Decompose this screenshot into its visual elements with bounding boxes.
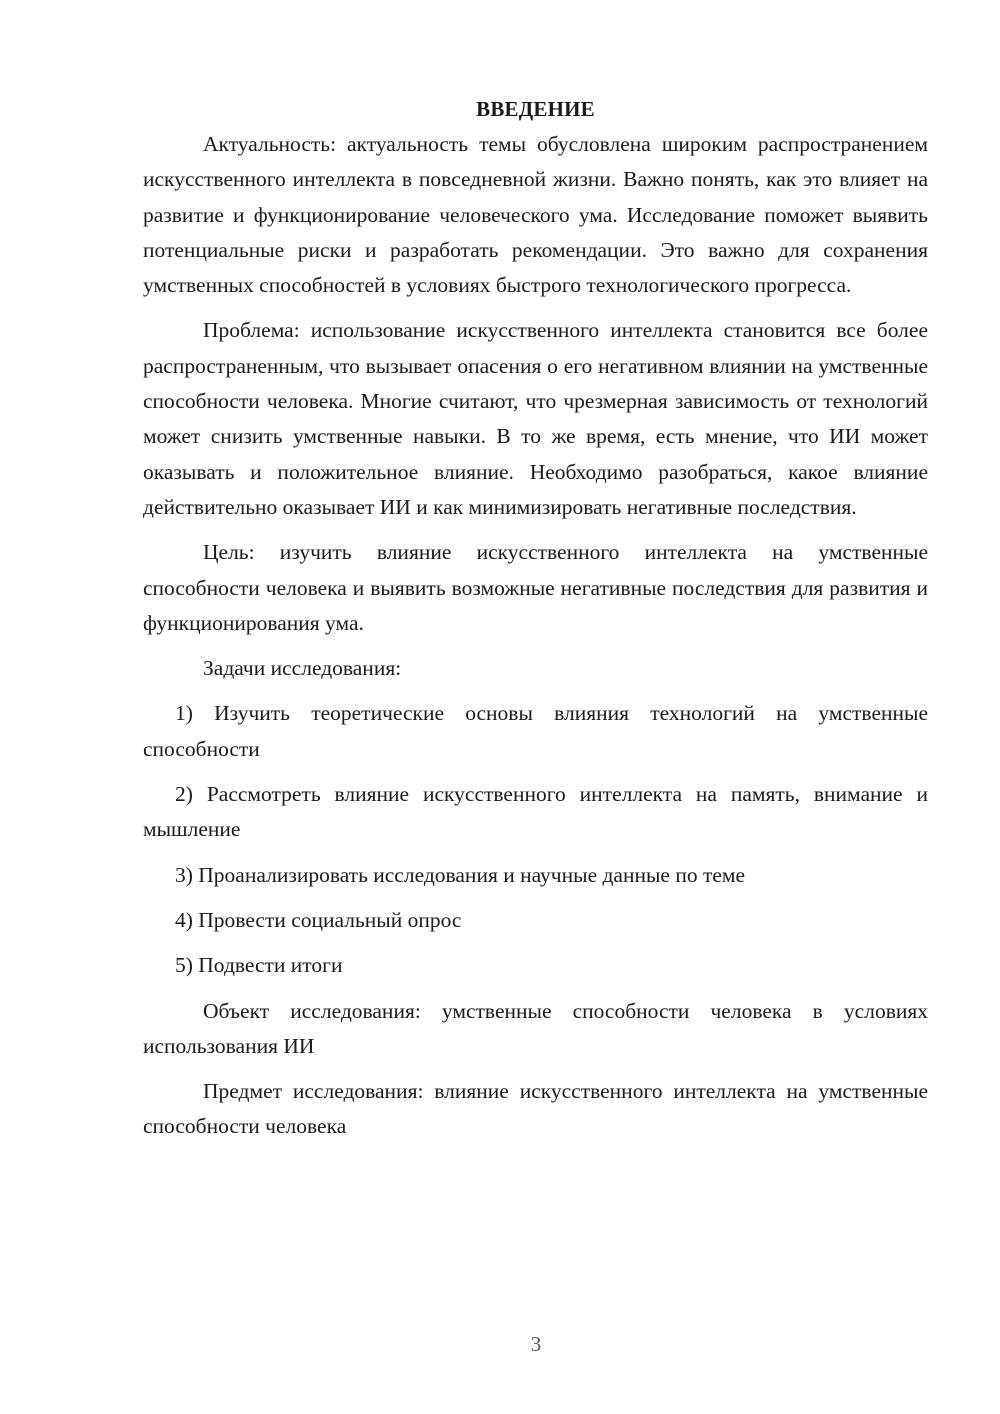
tasks-heading: Задачи исследования:: [203, 656, 402, 681]
task-item-5: 5) Подвести итоги: [175, 953, 343, 978]
relevance-paragraph: Актуальность: актуальность темы обусловлена широким распространением искусственного интеллекта в повседневной жизни. Важно понять, как это влияет на развитие и функционирование человеческого ума. Исследование поможет выявить потенциальные риски и разработать рекомендации. Это важно для сохранения умственных способностей в условиях быстрого технологического прогресса.: [143, 132, 928, 298]
task-item-1: 1) Изучить теоретические основы влияния технологий на умственные способности: [143, 701, 928, 761]
document-page: [143, 92, 928, 1155]
task-item-4: 4) Провести социальный опрос: [175, 907, 462, 932]
task-item-2: 2) Рассмотреть влияние искусственного интеллекта на память, внимание и мышление: [143, 782, 928, 842]
subject-paragraph: Предмет исследования: влияние искусственного интеллекта на умственные способности человека: [143, 1079, 928, 1139]
object-paragraph: Объект исследования: умственные способности человека в условиях использования ИИ: [143, 998, 928, 1058]
goal-paragraph: Цель: изучить влияние искусственного интеллекта на умственные способности человека и выявить возможные негативные последствия для развития и функционирования ума.: [143, 540, 928, 635]
task-item-3: 3) Проанализировать исследования и научные данные по теме: [175, 862, 746, 887]
page-number: 3: [530, 1332, 542, 1356]
section-title: ВВЕДЕНИЕ: [476, 97, 595, 121]
problem-paragraph: Проблема: использование искусственного интеллекта становится все более распространенным, что вызывает опасения о его негативном влиянии на умственные способности человека. Многие считают, что чрезмерная зависимость от технологий может снизить умственные навыки. В то же время, есть мнение, что ИИ может оказывать и положительное влияние. Необходимо разобраться, какое влияние действительно оказывает ИИ и как минимизировать негативные последствия.: [143, 318, 928, 519]
